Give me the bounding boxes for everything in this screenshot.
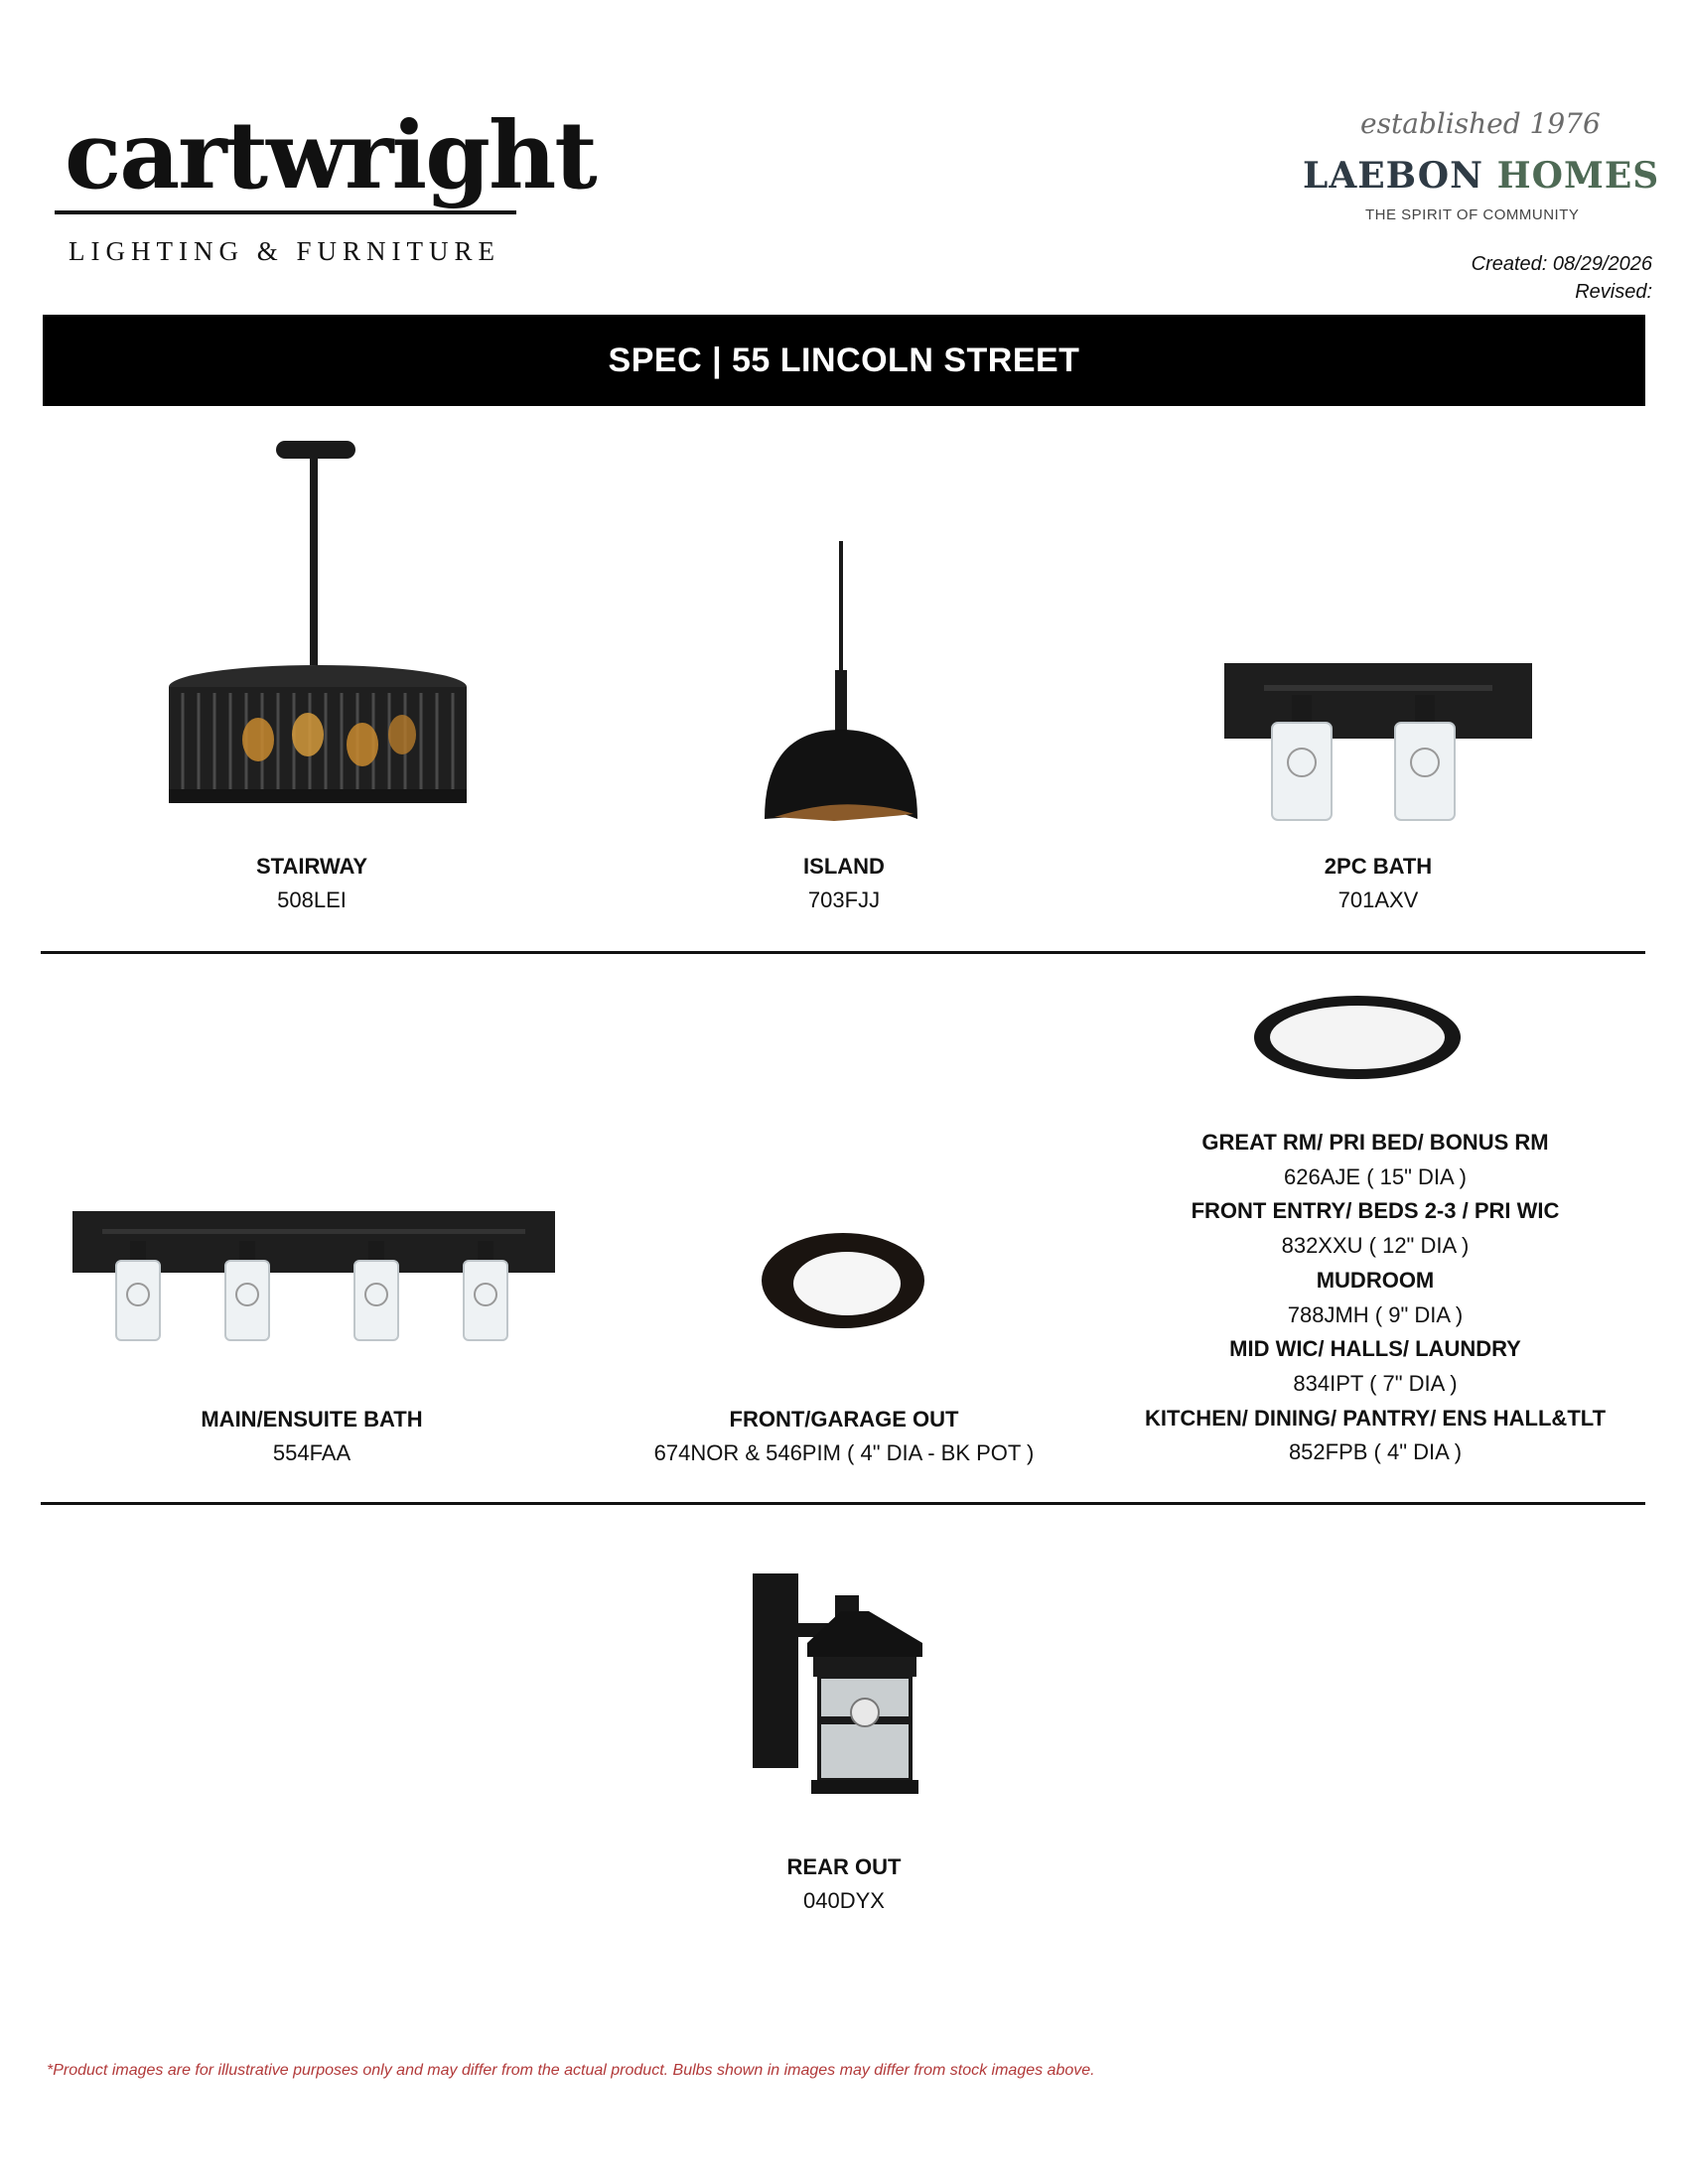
group-code: 626AJE ( 15" DIA ) — [1284, 1163, 1467, 1189]
cartwright-wordmark: cartwright — [65, 101, 596, 210]
fixture-code: 703FJJ — [807, 887, 881, 912]
pot-light-icon — [760, 1231, 926, 1330]
group-room: MID WIC/ HALLS/ LAUNDRY — [1229, 1336, 1521, 1362]
fixture-code: 554FAA — [272, 1440, 352, 1465]
four-light-vanity-icon — [72, 1211, 555, 1342]
document-dates — [1472, 250, 1652, 306]
section-divider — [41, 1502, 1645, 1505]
group-room: KITCHEN/ DINING/ PANTRY/ ENS HALL&TLT — [1144, 1405, 1607, 1431]
group-room: FRONT ENTRY/ BEDS 2-3 / PRI WIC — [1191, 1198, 1560, 1224]
group-code: 834IPT ( 7" DIA ) — [1293, 1370, 1458, 1396]
fixture-rear-out — [576, 1850, 1112, 1918]
fixture-code: 674NOR & 546PIM ( 4" DIA - BK POT ) — [653, 1440, 1035, 1465]
fixture-island — [576, 850, 1112, 917]
fixture-code: 040DYX — [803, 1888, 885, 1913]
group-code: 788JMH ( 9" DIA ) — [1287, 1301, 1464, 1327]
laebon-established: established 1976 — [1360, 107, 1601, 140]
cartwright-logo — [55, 101, 596, 268]
fixture-main-ensuite-bath — [44, 1403, 580, 1470]
fixture-room: 2PC BATH — [1324, 854, 1433, 879]
fixture-room: REAR OUT — [786, 1854, 902, 1879]
fixture-stairway — [44, 850, 580, 917]
fixture-code: 508LEI — [277, 887, 347, 912]
fixture-room: ISLAND — [803, 854, 885, 879]
fixture-room: MAIN/ENSUITE BATH — [201, 1407, 423, 1432]
group-code: 832XXU ( 12" DIA ) — [1281, 1233, 1470, 1259]
group-code: 852FPB ( 4" DIA ) — [1288, 1439, 1463, 1465]
laebon-homes-logo — [1281, 107, 1658, 236]
fixture-room: STAIRWAY — [255, 854, 368, 879]
logo-rule — [55, 210, 516, 214]
revised-date: Revised: — [1575, 281, 1652, 303]
disclaimer: *Product images are for illustrative purposes only and may differ from the actual product. Bulbs shown in images may differ from stock images above. — [47, 2062, 1095, 2079]
laebon-name — [1303, 155, 1659, 197]
lantern-sconce-icon — [748, 1573, 931, 1812]
fixture-code: 701AXV — [1337, 887, 1419, 912]
group-room: GREAT RM/ PRI BED/ BONUS RM — [1201, 1130, 1549, 1155]
fixture-room: FRONT/GARAGE OUT — [729, 1407, 959, 1432]
laebon-motto: THE SPIRIT OF COMMUNITY — [1365, 206, 1580, 223]
fixture-2pc-bath — [1110, 850, 1646, 917]
laebon-name-part1: LAEBON — [1303, 155, 1484, 197]
flush-mount-group — [1107, 1126, 1643, 1470]
section-divider — [41, 951, 1645, 954]
group-room: MUDROOM — [1316, 1267, 1435, 1293]
drum-chandelier-icon — [159, 437, 477, 834]
fixture-front-garage-out — [576, 1403, 1112, 1470]
two-light-vanity-icon — [1224, 663, 1532, 822]
dome-pendant-icon — [755, 541, 933, 829]
flush-mount-icon — [1253, 993, 1462, 1082]
page-title: SPEC | 55 LINCOLN STREET — [608, 341, 1080, 379]
title-bar — [43, 315, 1645, 406]
cartwright-tagline: LIGHTING & FURNITURE — [69, 236, 500, 266]
laebon-name-part2: HOMES — [1496, 155, 1660, 197]
created-date: Created: 08/29/2026 — [1471, 253, 1652, 275]
